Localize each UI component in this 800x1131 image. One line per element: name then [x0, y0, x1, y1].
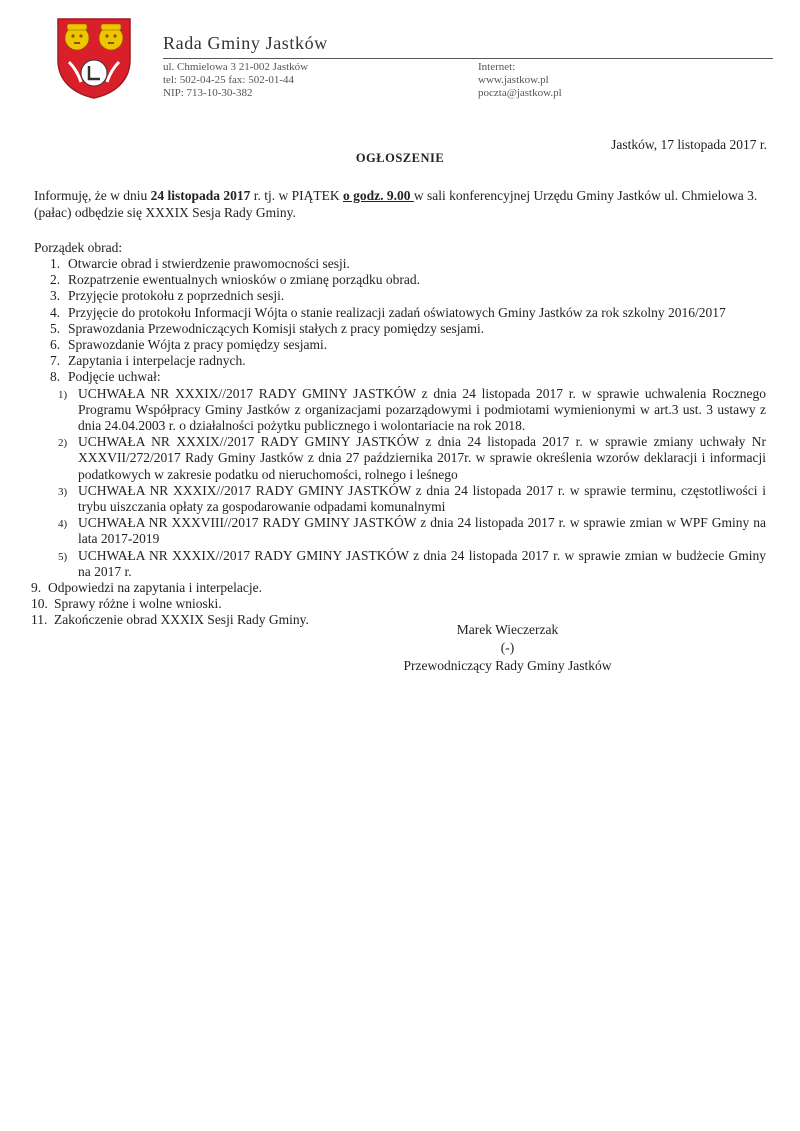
- agenda-heading: Porządek obrad:: [34, 240, 123, 255]
- intro-text-1: Informuję, że w dniu: [34, 188, 151, 203]
- signature-block: [370, 621, 645, 675]
- resolution-item: 4) UCHWAŁA NR XXXVIII//2017 RADY GMINY JASTKÓW z dnia 24 listopada 2017 r. w sprawie zmian w WPF Gminy na lata 2017-2019: [58, 515, 766, 547]
- list-item: 8. Podjęcie uchwał:: [50, 369, 161, 385]
- contact-internet-block: [478, 61, 562, 100]
- intro-text-3: w sali konferencyjnej Urzędu Gminy Jastków ul. Chmielowa 3. (pałac) odbędzie się XXXIX Sesja Rady Gminy.: [34, 188, 758, 220]
- list-item: 11. Zakończenie obrad XXXIX Sesji Rady Gminy.: [31, 612, 309, 628]
- document-title: OGŁOSZENIE: [355, 151, 445, 165]
- resolution-item: 2) UCHWAŁA NR XXXIX//2017 RADY GMINY JASTKÓW z dnia 24 listopada 2017 r. w sprawie zmiany uchwały Nr XXXVII/272/2017 Rady Gminy Jastków z dnia 27 października 2017r. w sprawie określenia wzorów deklaracji i informacji podatkowych w zakresie podatku od nieruchomości, rolnego i leśnego: [58, 434, 766, 482]
- list-item: 5. Sprawozdania Przewodniczących Komisji stałych z pracy pomiędzy sesjami.: [50, 320, 485, 336]
- list-item: 2. Rozpatrzenie ewentualnych wniosków o zmianę porządku obrad.: [50, 272, 421, 288]
- header-divider: [163, 58, 773, 59]
- list-item: 4. Przyjęcie do protokołu Informacji Wójta o stanie realizacji zadań oświatowych Gminy Jastków za rok szkolny 2016/2017: [50, 304, 726, 320]
- list-item: 3. Przyjęcie protokołu z poprzednich sesji.: [50, 288, 285, 304]
- list-item: 7. Zapytania i interpelacje radnych.: [50, 353, 246, 369]
- website-link[interactable]: www.jastkow.pl: [478, 74, 549, 86]
- resolution-item: 1) UCHWAŁA NR XXXIX//2017 RADY GMINY JASTKÓW z dnia 24 listopada 2017 r. w sprawie uchwalenia Rocznego Programu Współpracy Gminy Jastków z organizacjami pozarządowymi i podmiotami wymienionymi w art.3 ust. 3 ustawy z dnia 24.04.2003 r. o działalności pożytku publicznego i wolontariacie na rok 2018.: [58, 385, 766, 434]
- coat-of-arms-icon: [55, 16, 133, 100]
- signatory-role: Przewodniczący Rady Gminy Jastków: [403, 658, 612, 673]
- session-time: o godz. 9.00: [343, 188, 414, 203]
- contact-address-block: [163, 61, 308, 100]
- address: ul. Chmielowa 3 21-002 Jastków: [163, 61, 309, 73]
- list-item: 10. Sprawy różne i wolne wnioski.: [31, 596, 222, 612]
- phone-fax: tel: 502-04-25 fax: 502-01-44: [163, 74, 295, 86]
- list-item: 9. Odpowiedzi na zapytania i interpelacje.: [31, 580, 263, 596]
- organization-name: Rada Gminy Jastków: [163, 33, 328, 53]
- signature-mark: (-): [500, 640, 515, 655]
- email-link[interactable]: poczta@jastkow.pl: [478, 87, 562, 99]
- internet-label: Internet:: [478, 61, 516, 73]
- agenda-list: [31, 256, 766, 629]
- session-date: 24 listopada 2017: [150, 188, 251, 203]
- document-date: Jastków, 17 listopada 2017 r.: [611, 137, 767, 152]
- resolution-item: 5) UCHWAŁA NR XXXIX//2017 RADY GMINY JASTKÓW z dnia 24 listopada 2017 r. w sprawie zmian w budżecie Gminy na 2017 r.: [58, 547, 766, 579]
- intro-text-2: r. tj. w PIĄTEK: [250, 188, 343, 203]
- nip-number: NIP: 713-10-30-382: [163, 87, 253, 99]
- list-item: 6. Sprawozdanie Wójta z pracy pomiędzy sesjami.: [50, 337, 328, 353]
- resolution-item: 3) UCHWAŁA NR XXXIX//2017 RADY GMINY JASTKÓW z dnia 24 listopada 2017 r. w sprawie terminu, częstotliwości i trybu uiszczania opłaty za gospodarowanie odpadami komunalnymi: [58, 482, 766, 515]
- signatory-name: Marek Wieczerzak: [456, 622, 559, 637]
- list-item: 1. Otwarcie obrad i stwierdzenie prawomocności sesji.: [50, 256, 350, 271]
- announcement-paragraph: [34, 187, 766, 221]
